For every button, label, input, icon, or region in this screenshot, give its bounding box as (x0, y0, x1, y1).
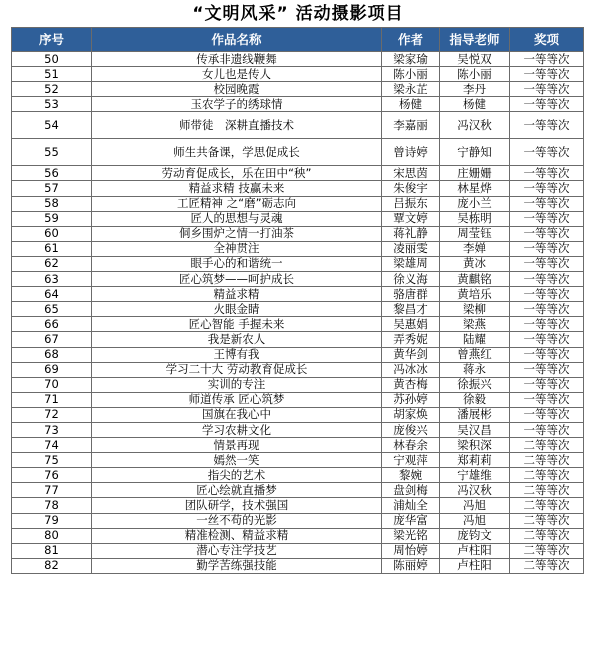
cell-name: 精益求精 (92, 287, 382, 302)
cell-author: 浦灿全 (382, 498, 440, 513)
table-row (12, 241, 584, 256)
cell-author: 梁光铭 (382, 528, 440, 543)
cell-name: 王博有我 (92, 347, 382, 362)
cell-no: 50 (12, 52, 92, 67)
cell-teacher: 冯汉秋 (440, 483, 510, 498)
table-row (12, 453, 584, 468)
cell-award: 二等等次 (510, 543, 584, 558)
cell-name: 潜心专注学技艺 (92, 543, 382, 558)
cell-award: 二等等次 (510, 468, 584, 483)
cell-no: 59 (12, 211, 92, 226)
cell-award: 二等等次 (510, 528, 584, 543)
cell-author: 黎昌才 (382, 302, 440, 317)
cell-teacher: 庄姗姗 (440, 166, 510, 181)
cell-author: 李嘉丽 (382, 112, 440, 139)
cell-author: 黎婉 (382, 468, 440, 483)
header-no: 序号 (12, 28, 92, 52)
table-row (12, 196, 584, 211)
cell-award: 一等等次 (510, 362, 584, 377)
cell-name: 一丝不苟的光影 (92, 513, 382, 528)
cell-author: 梁雄周 (382, 256, 440, 271)
cell-name: 侗乡围炉之情一打油茶 (92, 226, 382, 241)
cell-award: 二等等次 (510, 453, 584, 468)
table-row (12, 226, 584, 241)
cell-name: 精益求精 技赢未来 (92, 181, 382, 196)
cell-award: 一等等次 (510, 272, 584, 287)
table-row (12, 181, 584, 196)
cell-no: 57 (12, 181, 92, 196)
cell-no: 54 (12, 112, 92, 139)
table-row (12, 166, 584, 181)
cell-no: 72 (12, 407, 92, 422)
cell-teacher: 梁燕 (440, 317, 510, 332)
cell-author: 骆唐群 (382, 287, 440, 302)
cell-name: 玉农学子的绣球情 (92, 97, 382, 112)
cell-author: 宋思茵 (382, 166, 440, 181)
header-author: 作者 (382, 28, 440, 52)
cell-no: 75 (12, 453, 92, 468)
cell-no: 66 (12, 317, 92, 332)
cell-no: 76 (12, 468, 92, 483)
header-row (12, 28, 584, 52)
cell-name: 精准检测、精益求精 (92, 528, 382, 543)
table-row (12, 112, 584, 139)
cell-no: 78 (12, 498, 92, 513)
table-body (12, 52, 584, 574)
cell-name: 国旗在我心中 (92, 407, 382, 422)
table-row (12, 422, 584, 437)
cell-name: 情景再现 (92, 438, 382, 453)
table-row (12, 558, 584, 573)
cell-no: 51 (12, 67, 92, 82)
cell-award: 一等等次 (510, 256, 584, 271)
cell-award: 二等等次 (510, 558, 584, 573)
cell-name: 工匠精神 之“磨”砺志向 (92, 196, 382, 211)
cell-teacher: 宁静知 (440, 139, 510, 166)
table-row (12, 332, 584, 347)
cell-no: 63 (12, 272, 92, 287)
cell-no: 81 (12, 543, 92, 558)
table-row (12, 317, 584, 332)
cell-teacher: 徐振兴 (440, 377, 510, 392)
cell-author: 黄华剑 (382, 347, 440, 362)
cell-no: 56 (12, 166, 92, 181)
table-row (12, 468, 584, 483)
cell-author: 胡家焕 (382, 407, 440, 422)
cell-author: 覃文婷 (382, 211, 440, 226)
cell-name: 女儿也是传人 (92, 67, 382, 82)
table-row (12, 272, 584, 287)
cell-no: 80 (12, 528, 92, 543)
cell-name: 匠心绘就直播梦 (92, 483, 382, 498)
cell-no: 52 (12, 82, 92, 97)
cell-author: 庞华富 (382, 513, 440, 528)
cell-no: 70 (12, 377, 92, 392)
cell-award: 一等等次 (510, 302, 584, 317)
cell-teacher: 李丹 (440, 82, 510, 97)
cell-award: 一等等次 (510, 317, 584, 332)
cell-teacher: 宁雄维 (440, 468, 510, 483)
cell-name: 勤学苦练强技能 (92, 558, 382, 573)
cell-award: 一等等次 (510, 392, 584, 407)
cell-teacher: 黄培乐 (440, 287, 510, 302)
cell-award: 一等等次 (510, 166, 584, 181)
cell-author: 冯冰冰 (382, 362, 440, 377)
cell-no: 68 (12, 347, 92, 362)
cell-name: 匠心筑梦——呵护成长 (92, 272, 382, 287)
cell-award: 二等等次 (510, 498, 584, 513)
cell-teacher: 庞小兰 (440, 196, 510, 211)
cell-no: 65 (12, 302, 92, 317)
cell-author: 弄秀妮 (382, 332, 440, 347)
cell-teacher: 曾燕红 (440, 347, 510, 362)
cell-teacher: 吴汉昌 (440, 422, 510, 437)
cell-award: 一等等次 (510, 196, 584, 211)
cell-author: 宁观萍 (382, 453, 440, 468)
cell-award: 一等等次 (510, 332, 584, 347)
cell-name: 师生共备课，学思促成长 (92, 139, 382, 166)
cell-award: 一等等次 (510, 67, 584, 82)
table-row (12, 438, 584, 453)
cell-no: 71 (12, 392, 92, 407)
cell-teacher: 卢柱阳 (440, 543, 510, 558)
cell-award: 一等等次 (510, 211, 584, 226)
cell-no: 64 (12, 287, 92, 302)
table-row (12, 97, 584, 112)
cell-teacher: 吴悦双 (440, 52, 510, 67)
cell-no: 53 (12, 97, 92, 112)
header-award: 奖项 (510, 28, 584, 52)
cell-award: 二等等次 (510, 483, 584, 498)
cell-no: 61 (12, 241, 92, 256)
cell-award: 一等等次 (510, 241, 584, 256)
cell-teacher: 吴栋明 (440, 211, 510, 226)
cell-name: 匠心智能 手握未来 (92, 317, 382, 332)
cell-no: 60 (12, 226, 92, 241)
cell-author: 黄杏梅 (382, 377, 440, 392)
cell-author: 苏孙婷 (382, 392, 440, 407)
cell-author: 凌丽雯 (382, 241, 440, 256)
table-row (12, 302, 584, 317)
cell-award: 一等等次 (510, 226, 584, 241)
cell-award: 一等等次 (510, 112, 584, 139)
cell-author: 梁家瑜 (382, 52, 440, 67)
cell-teacher: 冯汉秋 (440, 112, 510, 139)
cell-teacher: 庞钧文 (440, 528, 510, 543)
cell-no: 67 (12, 332, 92, 347)
cell-author: 徐义海 (382, 272, 440, 287)
table-row (12, 483, 584, 498)
cell-teacher: 周莹钰 (440, 226, 510, 241)
cell-author: 梁永芷 (382, 82, 440, 97)
cell-author: 周怡婷 (382, 543, 440, 558)
cell-author: 盘剑梅 (382, 483, 440, 498)
table-row (12, 392, 584, 407)
table-row (12, 211, 584, 226)
cell-name: 学习二十大 劳动教育促成长 (92, 362, 382, 377)
table-row (12, 52, 584, 67)
cell-name: 嫣然一笑 (92, 453, 382, 468)
cell-teacher: 冯旭 (440, 513, 510, 528)
cell-no: 58 (12, 196, 92, 211)
cell-teacher: 潘展彬 (440, 407, 510, 422)
table-row (12, 498, 584, 513)
cell-teacher: 杨健 (440, 97, 510, 112)
cell-no: 73 (12, 422, 92, 437)
cell-award: 一等等次 (510, 407, 584, 422)
table-row (12, 362, 584, 377)
table-row (12, 67, 584, 82)
table-row (12, 543, 584, 558)
table-row (12, 256, 584, 271)
cell-award: 一等等次 (510, 82, 584, 97)
cell-award: 一等等次 (510, 287, 584, 302)
cell-teacher: 梁柳 (440, 302, 510, 317)
table-row (12, 347, 584, 362)
cell-author: 庞俊兴 (382, 422, 440, 437)
cell-author: 陈小丽 (382, 67, 440, 82)
cell-teacher: 黄麒铭 (440, 272, 510, 287)
cell-teacher: 卢柱阳 (440, 558, 510, 573)
cell-author: 曾诗婷 (382, 139, 440, 166)
cell-teacher: 黄冰 (440, 256, 510, 271)
cell-award: 一等等次 (510, 347, 584, 362)
table-header (12, 28, 584, 52)
cell-name: 校园晚霞 (92, 82, 382, 97)
cell-award: 一等等次 (510, 97, 584, 112)
cell-author: 杨健 (382, 97, 440, 112)
table-row (12, 82, 584, 97)
header-teacher: 指导老师 (440, 28, 510, 52)
cell-author: 朱俊宇 (382, 181, 440, 196)
page-title: “文明风采” 活动摄影项目 (192, 4, 404, 24)
cell-no: 82 (12, 558, 92, 573)
cell-author: 蒋礼静 (382, 226, 440, 241)
cell-award: 一等等次 (510, 181, 584, 196)
table-row (12, 377, 584, 392)
awards-table (11, 27, 584, 574)
table-row (12, 407, 584, 422)
cell-author: 吴惠娟 (382, 317, 440, 332)
cell-name: 劳动育促成长，乐在田中“秧” (92, 166, 382, 181)
cell-no: 74 (12, 438, 92, 453)
cell-name: 匠人的思想与灵魂 (92, 211, 382, 226)
cell-name: 火眼金睛 (92, 302, 382, 317)
cell-name: 团队研学，技术强国 (92, 498, 382, 513)
cell-teacher: 徐毅 (440, 392, 510, 407)
cell-award: 一等等次 (510, 139, 584, 166)
cell-teacher: 林星烨 (440, 181, 510, 196)
cell-name: 全神贯注 (92, 241, 382, 256)
cell-teacher: 郑莉莉 (440, 453, 510, 468)
cell-name: 学习农耕文化 (92, 422, 382, 437)
cell-author: 陈丽婷 (382, 558, 440, 573)
cell-no: 69 (12, 362, 92, 377)
cell-teacher: 冯旭 (440, 498, 510, 513)
cell-award: 一等等次 (510, 377, 584, 392)
table-row (12, 513, 584, 528)
cell-teacher: 陆耀 (440, 332, 510, 347)
cell-no: 55 (12, 139, 92, 166)
cell-teacher: 李婵 (440, 241, 510, 256)
cell-name: 眼手心的和谐统一 (92, 256, 382, 271)
cell-name: 实训的专注 (92, 377, 382, 392)
header-name: 作品名称 (92, 28, 382, 52)
cell-award: 一等等次 (510, 422, 584, 437)
table-row (12, 287, 584, 302)
cell-name: 师带徒 深耕直播技术 (92, 112, 382, 139)
cell-no: 62 (12, 256, 92, 271)
cell-name: 传承非遗线鞭舞 (92, 52, 382, 67)
cell-name: 指尖的艺术 (92, 468, 382, 483)
cell-teacher: 陈小丽 (440, 67, 510, 82)
cell-no: 79 (12, 513, 92, 528)
cell-name: 师道传承 匠心筑梦 (92, 392, 382, 407)
cell-author: 林春余 (382, 438, 440, 453)
cell-award: 一等等次 (510, 52, 584, 67)
cell-no: 77 (12, 483, 92, 498)
cell-award: 二等等次 (510, 513, 584, 528)
cell-award: 二等等次 (510, 438, 584, 453)
table-row (12, 528, 584, 543)
cell-teacher: 蒋永 (440, 362, 510, 377)
cell-teacher: 梁积深 (440, 438, 510, 453)
cell-author: 吕振东 (382, 196, 440, 211)
cell-name: 我是新农人 (92, 332, 382, 347)
table-row (12, 139, 584, 166)
